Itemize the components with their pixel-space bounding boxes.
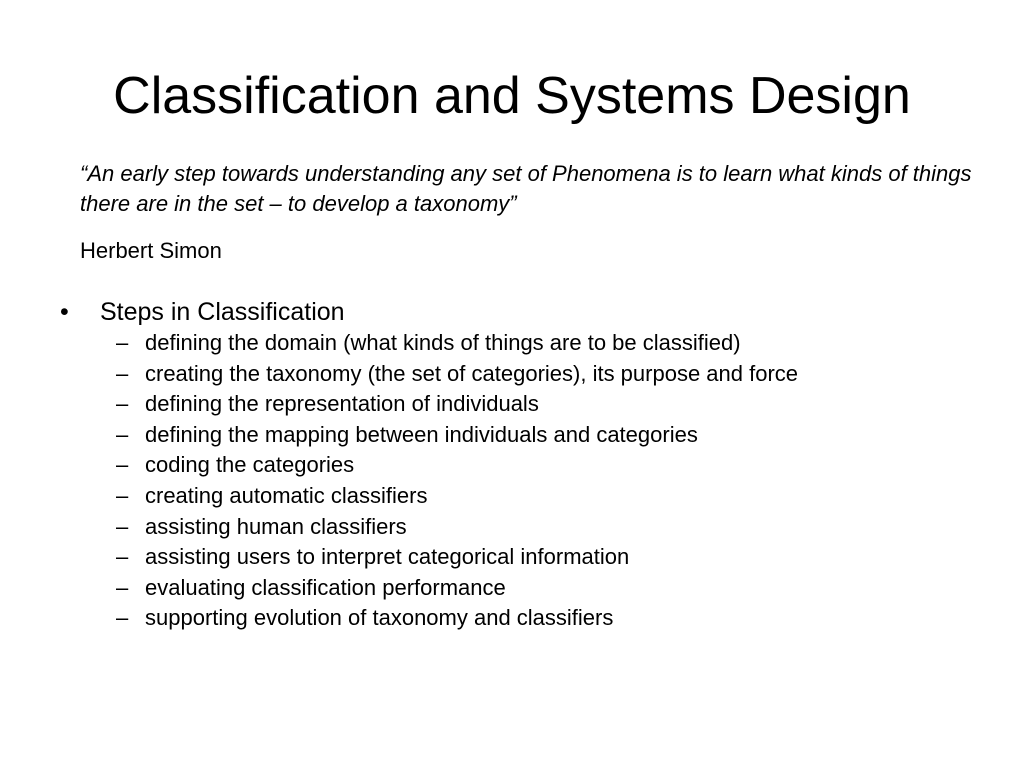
sub-bullet-marker: – xyxy=(116,330,129,355)
sub-bullet-text: assisting human classifiers xyxy=(145,513,407,539)
sub-bullet-marker: – xyxy=(116,482,129,508)
sub-bullet-text: assisting users to interpret categorical information xyxy=(145,544,630,570)
slide-title: Classification and Systems Design xyxy=(113,67,911,125)
sub-bullet-marker: – xyxy=(116,452,129,478)
bullet-item xyxy=(0,296,1024,328)
sub-bullet-marker: – xyxy=(116,574,129,600)
sub-bullet-marker: – xyxy=(116,360,129,386)
sub-bullet-item xyxy=(0,359,1024,390)
sub-bullet-item xyxy=(0,603,1024,634)
sub-bullet-text: defining the domain (what kinds of things are to be classified) xyxy=(145,330,741,355)
sub-bullet-text: creating automatic classifiers xyxy=(145,482,428,508)
sub-bullet-text: defining the mapping between individuals and categories xyxy=(145,421,698,447)
sub-bullet-text: coding the categories xyxy=(145,452,355,478)
sub-bullet-item xyxy=(0,481,1024,512)
sub-bullet-item xyxy=(0,573,1024,604)
sub-bullet-text: creating the taxonomy (the set of categories), its purpose and force xyxy=(145,360,799,386)
sub-bullet-item xyxy=(0,450,1024,481)
sub-bullet-marker: – xyxy=(116,544,129,570)
sub-bullet-marker: – xyxy=(116,513,129,539)
quote-text: “An early step towards understanding any set of Phenomena is to learn what kinds of things there are in the set – to develop a taxonomy” xyxy=(80,161,972,216)
sub-bullet-item xyxy=(0,542,1024,573)
sub-bullet-marker: – xyxy=(116,605,129,631)
sub-bullet-item xyxy=(0,389,1024,420)
bullet-list xyxy=(0,296,1024,634)
sub-bullet-text: supporting evolution of taxonomy and classifiers xyxy=(145,605,614,631)
bullet-marker: • xyxy=(60,298,69,326)
sub-bullet-marker: – xyxy=(116,391,129,417)
sub-bullet-item xyxy=(0,420,1024,451)
sub-bullet-marker: – xyxy=(116,421,129,447)
quote-attribution: Herbert Simon xyxy=(80,238,222,263)
sub-bullet-text: evaluating classification performance xyxy=(145,574,506,600)
sub-bullet-list xyxy=(0,328,1024,634)
sub-bullet-item xyxy=(0,328,1024,359)
bullet-text: Steps in Classification xyxy=(100,298,345,326)
sub-bullet-text: defining the representation of individuals xyxy=(145,391,539,417)
sub-bullet-item xyxy=(0,512,1024,543)
